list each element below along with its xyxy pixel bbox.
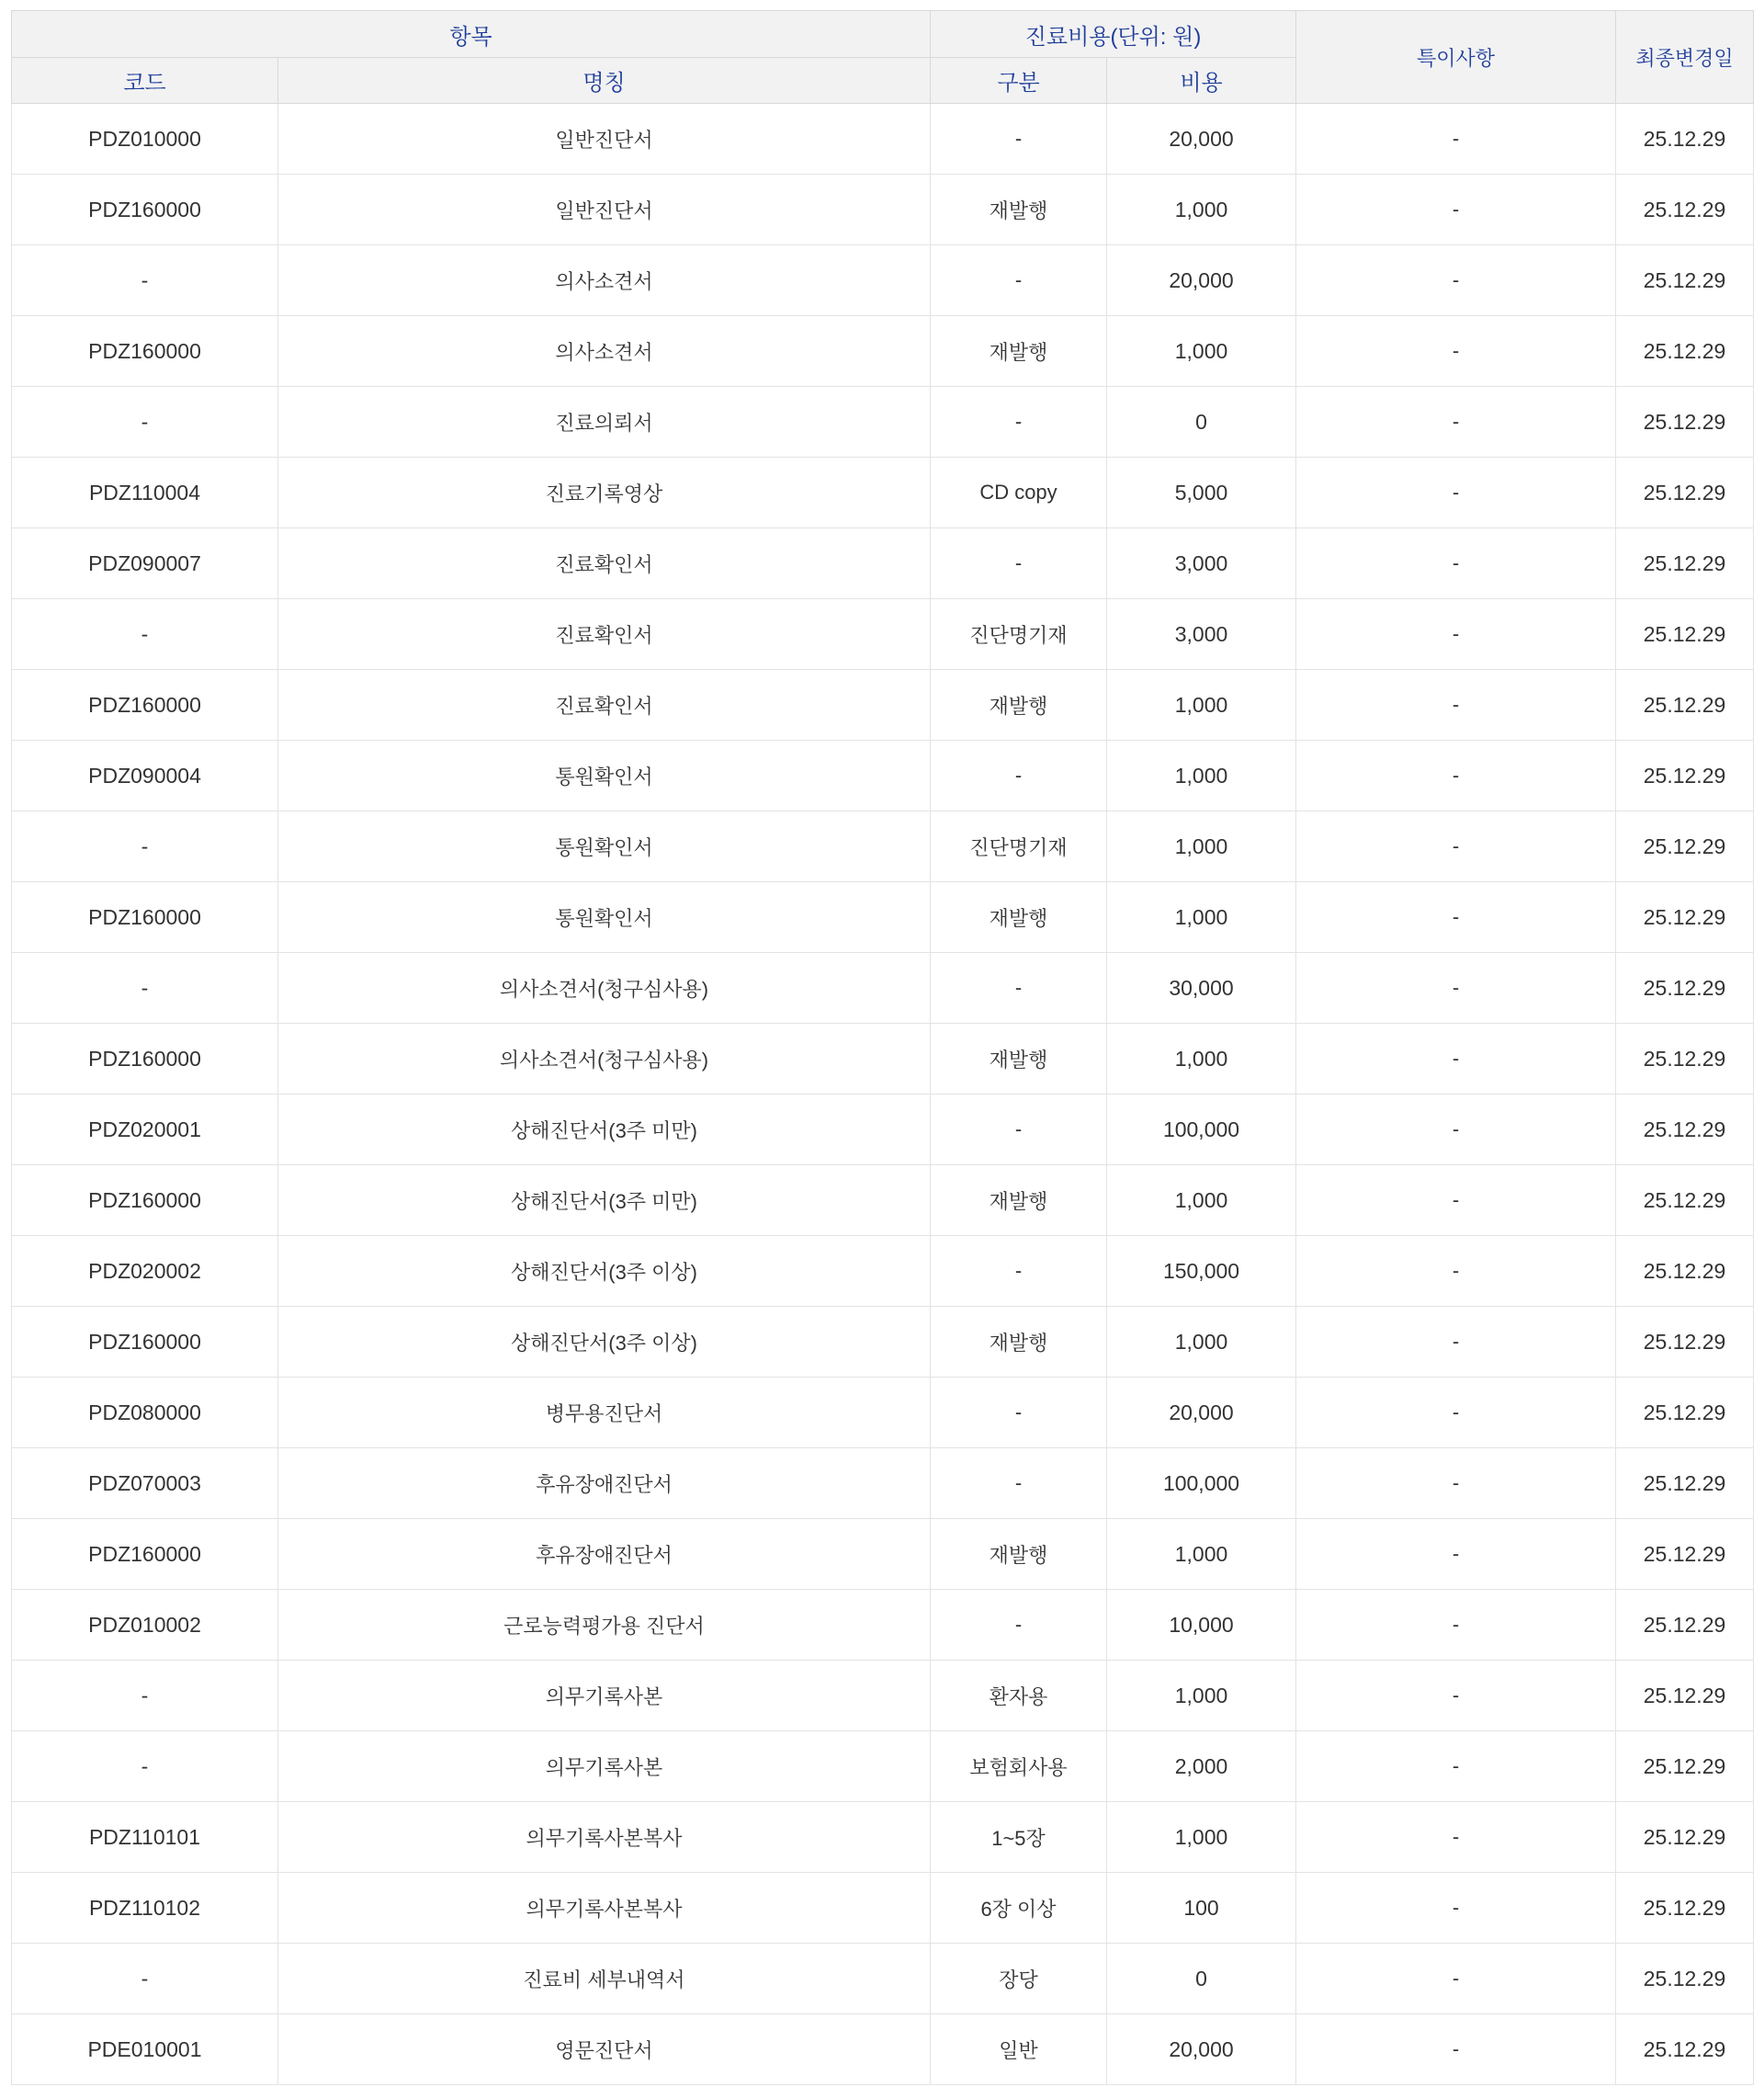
header-updated: 최종변경일 bbox=[1616, 11, 1754, 104]
cell-cost: 1,000 bbox=[1107, 1519, 1296, 1590]
cell-cost: 30,000 bbox=[1107, 953, 1296, 1024]
cell-name: 의무기록사본복사 bbox=[278, 1802, 931, 1873]
cell-note: - bbox=[1296, 1661, 1616, 1731]
cell-code: - bbox=[12, 811, 278, 882]
table-row bbox=[12, 882, 1754, 953]
cell-updated: 25.12.29 bbox=[1616, 741, 1754, 811]
cell-name: 상해진단서(3주 미만) bbox=[278, 1165, 931, 1236]
cell-category: 재발행 bbox=[931, 1307, 1107, 1378]
cell-category: 재발행 bbox=[931, 175, 1107, 245]
cell-note: - bbox=[1296, 953, 1616, 1024]
table-row bbox=[12, 1802, 1754, 1873]
cell-name: 의무기록사본복사 bbox=[278, 1873, 931, 1944]
table-row bbox=[12, 670, 1754, 741]
cell-category: - bbox=[931, 1378, 1107, 1448]
cell-category: 환자용 bbox=[931, 1661, 1107, 1731]
cell-cost: 1,000 bbox=[1107, 670, 1296, 741]
cell-updated: 25.12.29 bbox=[1616, 1378, 1754, 1448]
cell-note: - bbox=[1296, 882, 1616, 953]
cell-code: PDZ010000 bbox=[12, 104, 278, 175]
header-cost: 비용 bbox=[1107, 58, 1296, 104]
table-row bbox=[12, 1519, 1754, 1590]
cell-category: - bbox=[931, 387, 1107, 458]
cell-updated: 25.12.29 bbox=[1616, 458, 1754, 528]
cell-code: PDZ090004 bbox=[12, 741, 278, 811]
header-name: 명칭 bbox=[278, 58, 931, 104]
cell-note: - bbox=[1296, 741, 1616, 811]
cell-cost: 1,000 bbox=[1107, 811, 1296, 882]
cell-code: PDZ020001 bbox=[12, 1094, 278, 1165]
cell-note: - bbox=[1296, 1731, 1616, 1802]
cell-updated: 25.12.29 bbox=[1616, 2014, 1754, 2085]
cell-name: 의사소견서(청구심사용) bbox=[278, 953, 931, 1024]
cell-note: - bbox=[1296, 1307, 1616, 1378]
cell-updated: 25.12.29 bbox=[1616, 1802, 1754, 1873]
cell-code: PDZ110102 bbox=[12, 1873, 278, 1944]
cell-updated: 25.12.29 bbox=[1616, 1873, 1754, 1944]
cell-cost: 150,000 bbox=[1107, 1236, 1296, 1307]
cell-code: - bbox=[12, 1944, 278, 2014]
cell-updated: 25.12.29 bbox=[1616, 528, 1754, 599]
cell-note: - bbox=[1296, 1378, 1616, 1448]
cell-category: - bbox=[931, 245, 1107, 316]
table-row bbox=[12, 599, 1754, 670]
cell-cost: 20,000 bbox=[1107, 1378, 1296, 1448]
cell-name: 후유장애진단서 bbox=[278, 1448, 931, 1519]
cell-updated: 25.12.29 bbox=[1616, 1448, 1754, 1519]
cell-category: - bbox=[931, 1094, 1107, 1165]
cell-code: PDZ160000 bbox=[12, 1307, 278, 1378]
cell-note: - bbox=[1296, 1094, 1616, 1165]
cell-note: - bbox=[1296, 104, 1616, 175]
header-note: 특이사항 bbox=[1296, 11, 1616, 104]
table-row bbox=[12, 1448, 1754, 1519]
cell-category: 장당 bbox=[931, 1944, 1107, 2014]
cell-note: - bbox=[1296, 1448, 1616, 1519]
table-row bbox=[12, 316, 1754, 387]
cell-cost: 100,000 bbox=[1107, 1094, 1296, 1165]
table-row bbox=[12, 175, 1754, 245]
cell-name: 일반진단서 bbox=[278, 104, 931, 175]
table-row bbox=[12, 741, 1754, 811]
table-header bbox=[12, 11, 1754, 104]
cell-updated: 25.12.29 bbox=[1616, 882, 1754, 953]
cell-code: PDZ020002 bbox=[12, 1236, 278, 1307]
cell-cost: 1,000 bbox=[1107, 882, 1296, 953]
cell-code: PDZ160000 bbox=[12, 882, 278, 953]
cell-name: 병무용진단서 bbox=[278, 1378, 931, 1448]
table-row bbox=[12, 104, 1754, 175]
table-body bbox=[12, 104, 1754, 2085]
cell-cost: 1,000 bbox=[1107, 1165, 1296, 1236]
table-row bbox=[12, 1590, 1754, 1661]
cell-category: 보험회사용 bbox=[931, 1731, 1107, 1802]
table-row bbox=[12, 458, 1754, 528]
cell-name: 의무기록사본 bbox=[278, 1661, 931, 1731]
cell-cost: 1,000 bbox=[1107, 1307, 1296, 1378]
header-category: 구분 bbox=[931, 58, 1107, 104]
cell-code: - bbox=[12, 1661, 278, 1731]
cell-cost: 5,000 bbox=[1107, 458, 1296, 528]
cell-code: - bbox=[12, 599, 278, 670]
cell-category: 재발행 bbox=[931, 1519, 1107, 1590]
cell-updated: 25.12.29 bbox=[1616, 245, 1754, 316]
cell-cost: 1,000 bbox=[1107, 1802, 1296, 1873]
table-row bbox=[12, 811, 1754, 882]
cell-updated: 25.12.29 bbox=[1616, 104, 1754, 175]
cell-updated: 25.12.29 bbox=[1616, 953, 1754, 1024]
fee-table bbox=[11, 10, 1754, 2085]
cell-cost: 1,000 bbox=[1107, 1661, 1296, 1731]
cell-note: - bbox=[1296, 1590, 1616, 1661]
cell-cost: 1,000 bbox=[1107, 175, 1296, 245]
cell-cost: 3,000 bbox=[1107, 599, 1296, 670]
cell-cost: 1,000 bbox=[1107, 316, 1296, 387]
table-row bbox=[12, 1024, 1754, 1094]
header-row-group bbox=[12, 11, 1754, 58]
cell-category: CD copy bbox=[931, 458, 1107, 528]
table-row bbox=[12, 387, 1754, 458]
cell-note: - bbox=[1296, 387, 1616, 458]
cell-note: - bbox=[1296, 1519, 1616, 1590]
cell-updated: 25.12.29 bbox=[1616, 670, 1754, 741]
cell-cost: 1,000 bbox=[1107, 1024, 1296, 1094]
table-row bbox=[12, 2014, 1754, 2085]
cell-category: - bbox=[931, 1448, 1107, 1519]
table-row bbox=[12, 1731, 1754, 1802]
cell-updated: 25.12.29 bbox=[1616, 599, 1754, 670]
header-item-group: 항목 bbox=[12, 11, 931, 58]
cell-updated: 25.12.29 bbox=[1616, 387, 1754, 458]
cell-name: 진료확인서 bbox=[278, 528, 931, 599]
cell-note: - bbox=[1296, 670, 1616, 741]
cell-name: 의무기록사본 bbox=[278, 1731, 931, 1802]
cell-note: - bbox=[1296, 1024, 1616, 1094]
table-row bbox=[12, 1307, 1754, 1378]
cell-note: - bbox=[1296, 1944, 1616, 2014]
cell-category: - bbox=[931, 104, 1107, 175]
cell-cost: 20,000 bbox=[1107, 245, 1296, 316]
cell-note: - bbox=[1296, 1236, 1616, 1307]
cell-name: 통원확인서 bbox=[278, 811, 931, 882]
cell-note: - bbox=[1296, 458, 1616, 528]
cell-cost: 0 bbox=[1107, 387, 1296, 458]
cell-code: PDE010001 bbox=[12, 2014, 278, 2085]
cell-category: 일반 bbox=[931, 2014, 1107, 2085]
cell-note: - bbox=[1296, 1873, 1616, 1944]
cell-cost: 3,000 bbox=[1107, 528, 1296, 599]
cell-name: 근로능력평가용 진단서 bbox=[278, 1590, 931, 1661]
cell-updated: 25.12.29 bbox=[1616, 1519, 1754, 1590]
table-row bbox=[12, 528, 1754, 599]
cell-cost: 1,000 bbox=[1107, 741, 1296, 811]
cell-code: PDZ110004 bbox=[12, 458, 278, 528]
cell-updated: 25.12.29 bbox=[1616, 316, 1754, 387]
cell-code: - bbox=[12, 245, 278, 316]
cell-cost: 2,000 bbox=[1107, 1731, 1296, 1802]
cell-note: - bbox=[1296, 245, 1616, 316]
cell-name: 상해진단서(3주 미만) bbox=[278, 1094, 931, 1165]
cell-code: PDZ080000 bbox=[12, 1378, 278, 1448]
table-row bbox=[12, 245, 1754, 316]
table-row bbox=[12, 1378, 1754, 1448]
cell-updated: 25.12.29 bbox=[1616, 1165, 1754, 1236]
fee-table-container bbox=[11, 10, 1753, 2085]
cell-category: 재발행 bbox=[931, 882, 1107, 953]
cell-cost: 0 bbox=[1107, 1944, 1296, 2014]
cell-note: - bbox=[1296, 528, 1616, 599]
cell-cost: 100,000 bbox=[1107, 1448, 1296, 1519]
table-row bbox=[12, 1094, 1754, 1165]
cell-updated: 25.12.29 bbox=[1616, 1661, 1754, 1731]
cell-code: PDZ160000 bbox=[12, 1165, 278, 1236]
cell-code: PDZ160000 bbox=[12, 316, 278, 387]
table-row bbox=[12, 1236, 1754, 1307]
cell-name: 진료의뢰서 bbox=[278, 387, 931, 458]
cell-name: 통원확인서 bbox=[278, 882, 931, 953]
table-row bbox=[12, 953, 1754, 1024]
cell-category: 진단명기재 bbox=[931, 599, 1107, 670]
cell-name: 진료기록영상 bbox=[278, 458, 931, 528]
cell-note: - bbox=[1296, 811, 1616, 882]
cell-code: PDZ160000 bbox=[12, 1024, 278, 1094]
cell-category: - bbox=[931, 953, 1107, 1024]
cell-category: - bbox=[931, 1590, 1107, 1661]
cell-category: 진단명기재 bbox=[931, 811, 1107, 882]
cell-name: 영문진단서 bbox=[278, 2014, 931, 2085]
cell-cost: 100 bbox=[1107, 1873, 1296, 1944]
cell-cost: 10,000 bbox=[1107, 1590, 1296, 1661]
cell-category: - bbox=[931, 741, 1107, 811]
cell-updated: 25.12.29 bbox=[1616, 811, 1754, 882]
cell-cost: 20,000 bbox=[1107, 2014, 1296, 2085]
table-row bbox=[12, 1165, 1754, 1236]
cell-note: - bbox=[1296, 1165, 1616, 1236]
cell-code: PDZ090007 bbox=[12, 528, 278, 599]
cell-code: PDZ160000 bbox=[12, 1519, 278, 1590]
cell-code: PDZ070003 bbox=[12, 1448, 278, 1519]
cell-name: 의사소견서 bbox=[278, 316, 931, 387]
cell-note: - bbox=[1296, 599, 1616, 670]
cell-name: 진료확인서 bbox=[278, 670, 931, 741]
cell-note: - bbox=[1296, 316, 1616, 387]
cell-note: - bbox=[1296, 2014, 1616, 2085]
cell-updated: 25.12.29 bbox=[1616, 1590, 1754, 1661]
cell-category: 재발행 bbox=[931, 670, 1107, 741]
cell-category: - bbox=[931, 528, 1107, 599]
cell-code: PDZ160000 bbox=[12, 175, 278, 245]
cell-category: 6장 이상 bbox=[931, 1873, 1107, 1944]
cell-category: 1~5장 bbox=[931, 1802, 1107, 1873]
cell-code: - bbox=[12, 953, 278, 1024]
cell-name: 일반진단서 bbox=[278, 175, 931, 245]
cell-name: 진료확인서 bbox=[278, 599, 931, 670]
cell-name: 통원확인서 bbox=[278, 741, 931, 811]
header-cost-group: 진료비용(단위: 원) bbox=[931, 11, 1296, 58]
cell-name: 후유장애진단서 bbox=[278, 1519, 931, 1590]
cell-code: PDZ110101 bbox=[12, 1802, 278, 1873]
cell-name: 의사소견서(청구심사용) bbox=[278, 1024, 931, 1094]
cell-note: - bbox=[1296, 175, 1616, 245]
cell-category: 재발행 bbox=[931, 1165, 1107, 1236]
cell-name: 의사소견서 bbox=[278, 245, 931, 316]
cell-updated: 25.12.29 bbox=[1616, 1944, 1754, 2014]
cell-code: PDZ160000 bbox=[12, 670, 278, 741]
cell-updated: 25.12.29 bbox=[1616, 1731, 1754, 1802]
cell-cost: 20,000 bbox=[1107, 104, 1296, 175]
cell-code: - bbox=[12, 1731, 278, 1802]
cell-code: - bbox=[12, 387, 278, 458]
cell-note: - bbox=[1296, 1802, 1616, 1873]
cell-updated: 25.12.29 bbox=[1616, 1236, 1754, 1307]
table-row bbox=[12, 1661, 1754, 1731]
cell-name: 상해진단서(3주 이상) bbox=[278, 1307, 931, 1378]
cell-code: PDZ010002 bbox=[12, 1590, 278, 1661]
cell-updated: 25.12.29 bbox=[1616, 1024, 1754, 1094]
table-row bbox=[12, 1873, 1754, 1944]
cell-updated: 25.12.29 bbox=[1616, 1094, 1754, 1165]
cell-updated: 25.12.29 bbox=[1616, 1307, 1754, 1378]
header-code: 코드 bbox=[12, 58, 278, 104]
cell-category: 재발행 bbox=[931, 316, 1107, 387]
cell-category: - bbox=[931, 1236, 1107, 1307]
table-row bbox=[12, 1944, 1754, 2014]
cell-name: 상해진단서(3주 이상) bbox=[278, 1236, 931, 1307]
cell-category: 재발행 bbox=[931, 1024, 1107, 1094]
cell-name: 진료비 세부내역서 bbox=[278, 1944, 931, 2014]
cell-updated: 25.12.29 bbox=[1616, 175, 1754, 245]
